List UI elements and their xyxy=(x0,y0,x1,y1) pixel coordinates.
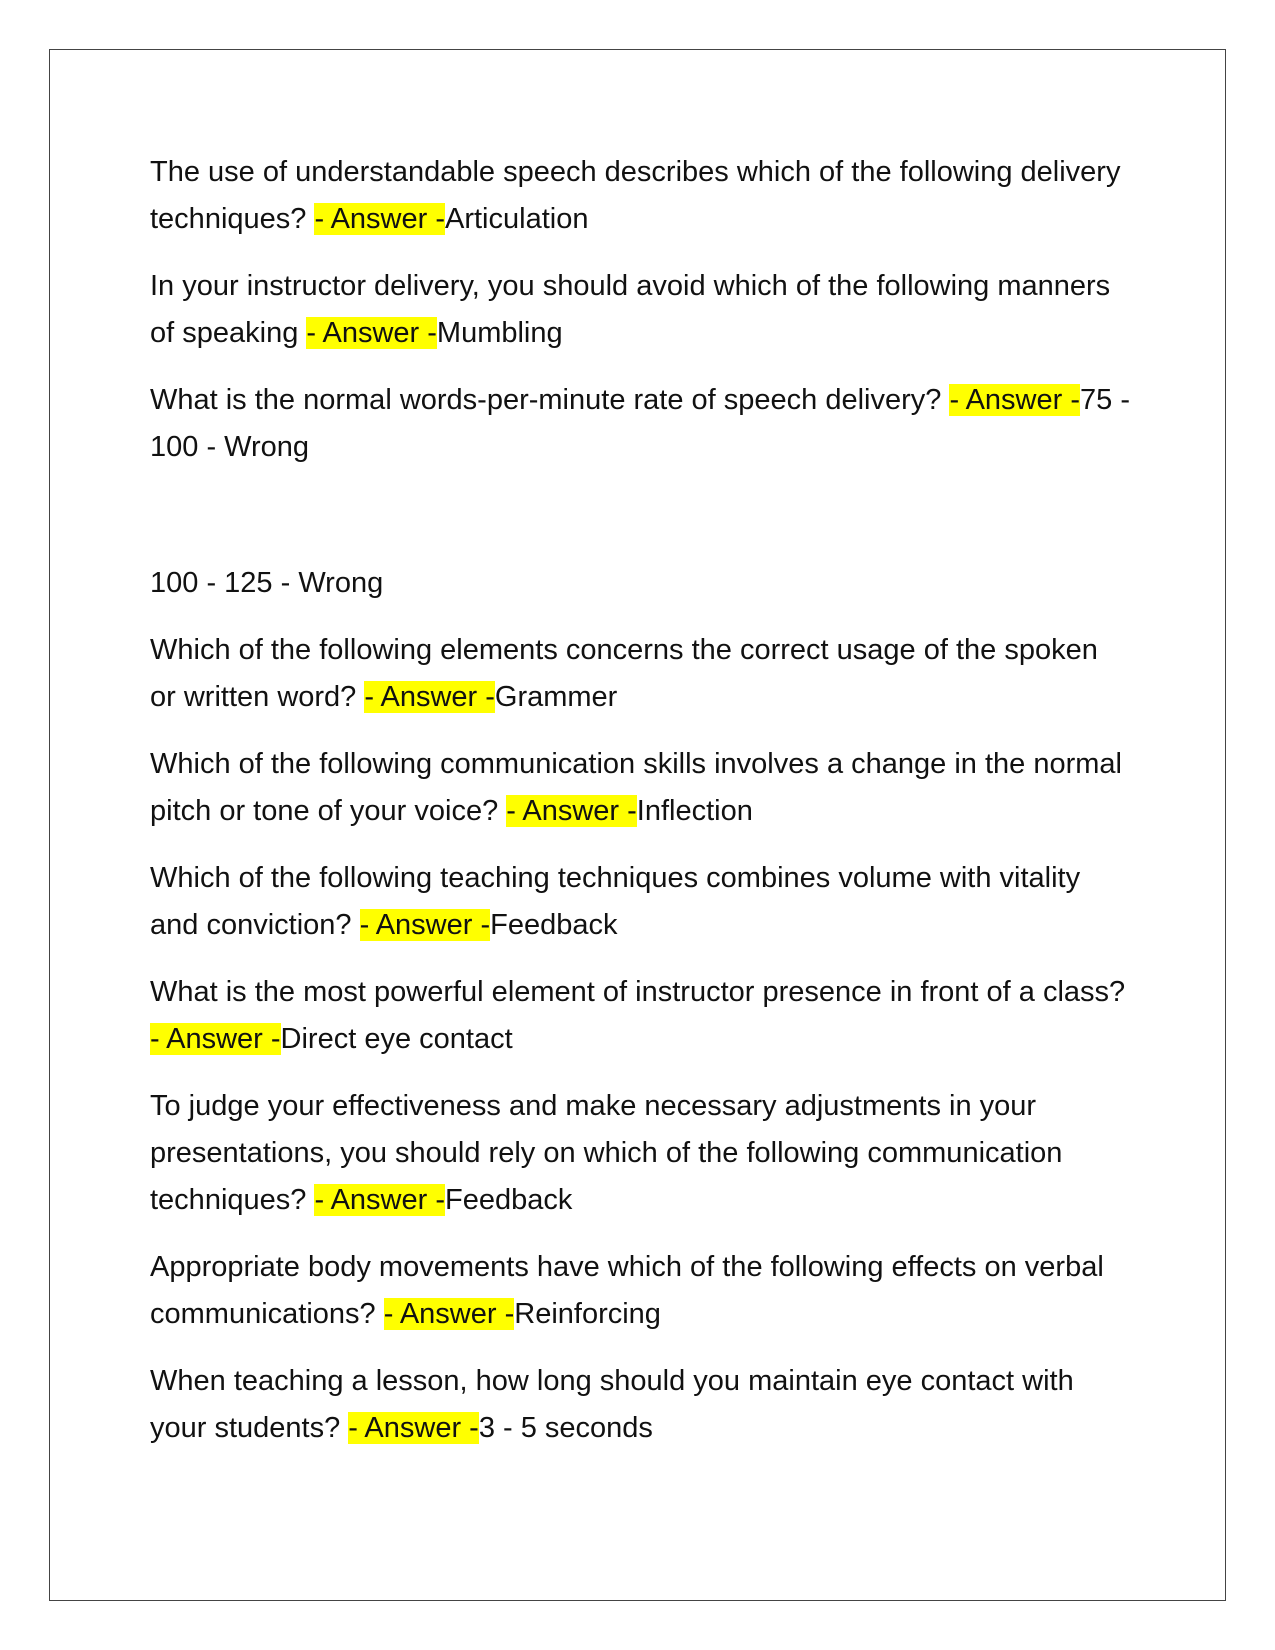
answer-text: Grammer xyxy=(494,681,618,713)
qa-item-1 xyxy=(150,149,1130,243)
answer-text: Feedback xyxy=(490,909,618,941)
answer-marker: - Answer - xyxy=(506,795,637,827)
answer-marker: - Answer - xyxy=(314,1184,445,1216)
qa-item-8 xyxy=(150,969,1130,1063)
answer-marker: - Answer - xyxy=(359,909,491,941)
answer-option-line xyxy=(150,560,1130,607)
qa-item-10 xyxy=(150,1244,1130,1338)
answer-marker: - Answer - xyxy=(150,1023,281,1055)
option-text: 100 - 125 - Wrong xyxy=(150,567,384,599)
question-text: Which of the following teaching techniques combines volume with vitality and conviction? xyxy=(150,862,1081,941)
qa-item-3 xyxy=(150,377,1130,471)
answer-marker: - Answer - xyxy=(306,317,437,349)
answer-text: 75 - 100 - Wrong xyxy=(150,384,1130,463)
question-text: Which of the following communication skills involves a change in the normal pitch or tone of your voice? xyxy=(150,748,1122,827)
qa-item-6 xyxy=(150,741,1130,835)
answer-marker: - Answer - xyxy=(364,681,495,713)
answer-marker: - Answer - xyxy=(949,384,1080,416)
qa-item-7 xyxy=(150,855,1130,949)
answer-text: 3 - 5 seconds xyxy=(478,1412,653,1444)
qa-item-11 xyxy=(150,1358,1130,1452)
answer-text: Feedback xyxy=(445,1184,573,1216)
answer-text: Direct eye contact xyxy=(280,1023,513,1055)
document-body xyxy=(150,149,1130,1472)
qa-item-9 xyxy=(150,1083,1130,1224)
answer-marker: - Answer - xyxy=(383,1298,515,1330)
answer-text: Inflection xyxy=(636,795,753,827)
question-text: In your instructor delivery, you should avoid which of the following manners of speaking xyxy=(150,270,1111,349)
question-text: To judge your effectiveness and make necessary adjustments in your presentations, you should rely on which of the following communication techniques? xyxy=(150,1090,1063,1216)
question-text: Appropriate body movements have which of the following effects on verbal communications? xyxy=(150,1251,1104,1330)
question-text: The use of understandable speech describes which of the following delivery techniques? xyxy=(150,156,1121,235)
question-text: When teaching a lesson, how long should you maintain eye contact with your students? xyxy=(150,1365,1074,1444)
question-text: Which of the following elements concerns the correct usage of the spoken or written word? xyxy=(150,634,1098,713)
question-text: What is the normal words-per-minute rate of speech delivery? xyxy=(150,384,950,416)
answer-text: Mumbling xyxy=(436,317,563,349)
answer-text: Reinforcing xyxy=(514,1298,661,1330)
answer-marker: - Answer - xyxy=(314,203,445,235)
qa-item-5 xyxy=(150,627,1130,721)
answer-text: Articulation xyxy=(445,203,589,235)
question-text: What is the most powerful element of instructor presence in front of a class? xyxy=(150,976,1126,1008)
answer-marker: - Answer - xyxy=(348,1412,479,1444)
qa-item-2 xyxy=(150,263,1130,357)
